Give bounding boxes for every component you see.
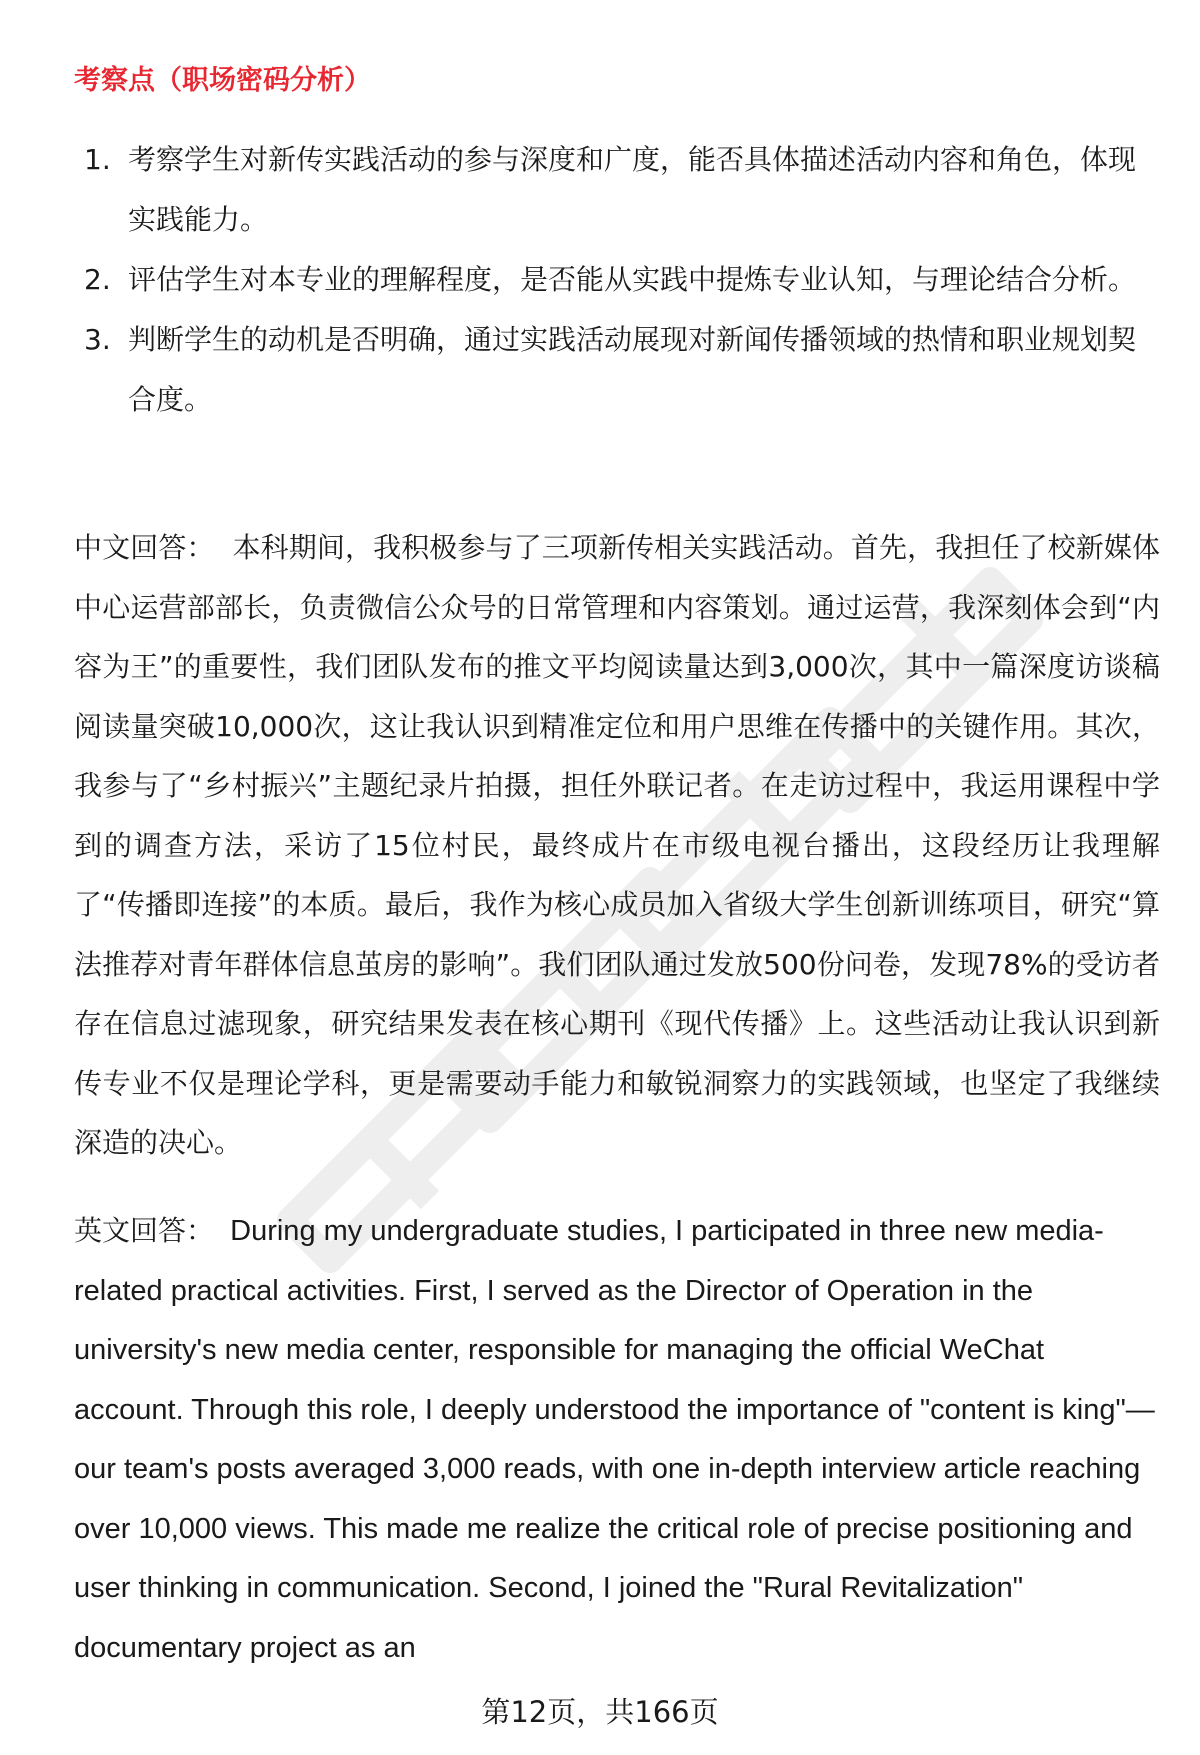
list-item-text: 评估学生对本专业的理解程度，是否能从实践中提炼专业认知，与理论结合分析。 [128, 263, 1137, 296]
assessment-points-list [74, 130, 1154, 430]
section-title: 考察点（职场密码分析） [74, 65, 371, 96]
chinese-answer-label: 中文回答： [74, 531, 215, 564]
list-item-number: 1. [84, 143, 111, 176]
list-item-number: 3. [84, 323, 111, 356]
english-answer-text: During my undergraduate studies, I participated in three new media-related practical activities. First, I served as the Director of Operation in the university's new media center, responsible for managing the official WeChat account. Through this role, I deeply understood the importance of "content is king"—our team's posts averaged 3,000 reads, with one in-depth interview article reaching over 10,000 views. This made me realize the critical role of precise positioning and user thinking in communication. Second, I joined the "Rural Revitalization" documentary project as an [74, 1215, 1155, 1664]
page-number-footer: 第12页，共166页 [481, 1695, 719, 1729]
list-item-number: 2. [84, 263, 111, 296]
list-item [74, 310, 1154, 430]
chinese-answer-paragraph [74, 518, 1160, 1173]
english-answer-paragraph [74, 1201, 1160, 1678]
list-item-text: 考察学生对新传实践活动的参与深度和广度，能否具体描述活动内容和角色，体现实践能力。 [128, 143, 1137, 236]
list-item [74, 130, 1154, 250]
list-item [74, 250, 1154, 310]
english-answer-label: 英文回答： [74, 1214, 215, 1247]
list-item-text: 判断学生的动机是否明确，通过实践活动展现对新闻传播领域的热情和职业规划契合度。 [128, 323, 1137, 416]
chinese-answer-text: 本科期间，我积极参与了三项新传相关实践活动。首先，我担任了校新媒体中心运营部部长，负责微信公众号的日常管理和内容策划。通过运营，我深刻体会到“内容为王”的重要性，我们团队发布的推文平均阅读量达到3,000次，其中一篇深度访谈稿阅读量突破10,000次，这让我认识到精准定位和用户思维在传播中的关键作用。其次，我参与了“乡村振兴”主题纪录片拍摄，担任外联记者。在走访过程中，我运用课程中学到的调查方法，采访了15位村民，最终成片在市级电视台播出，这段经历让我理解了“传播即连接”的本质。最后，我作为核心成员加入省级大学生创新训练项目，研究“算法推荐对青年群体信息茧房的影响”。我们团队通过发放500份问卷，发现78%的受访者存在信息过滤现象，研究结果发表在核心期刊《现代传播》上。这些活动让我认识到新传专业不仅是理论学科，更是需要动手能力和敏锐洞察力的实践领域，也坚定了我继续深造的决心。 [74, 531, 1160, 1159]
